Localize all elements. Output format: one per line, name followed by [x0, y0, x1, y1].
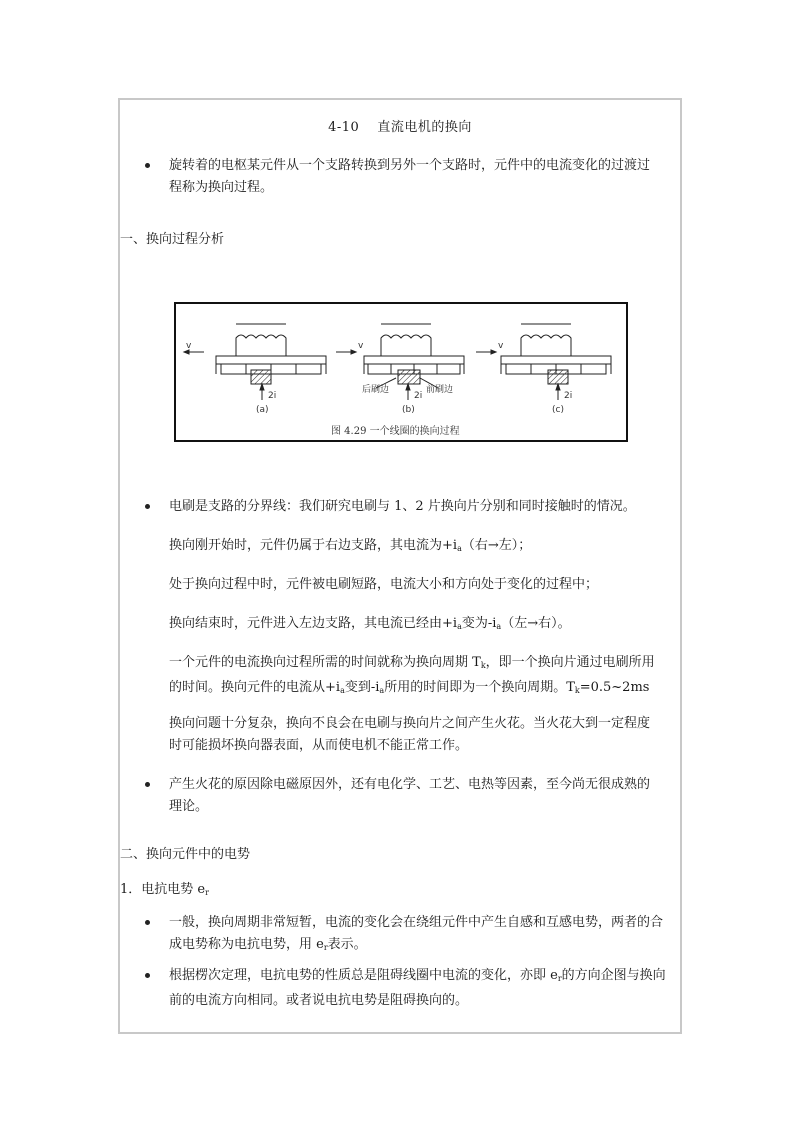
- reactance-paragraph-1: 一般，换向周期非常短暂，电流的变化会在绕组元件中产生自感和互感电势，两者的合 成电势称为电抗电势，用 $e_r$表示。: [169, 915, 664, 952]
- panel-a-drawing: [184, 324, 326, 400]
- commutation-period-text: 一个元件的电流换向过程所需的时间就称为换向周期 $T_k$，即一个换向片通过电刷所用 的时间。换向元件的电流从$+i_a$变到$-i_a$所用的时间即为一个换向周期。$T_k=0.5\sim 2ms$: [169, 655, 655, 695]
- rear-brush-edge-label: 后刷边: [362, 385, 390, 395]
- reactance-paragraph-2: 根据楞次定理，电抗电势的性质总是阻碍线圈中电流的变化，亦即 $e_r$的方向企图与换向 前的电流方向相同。或者说电抗电势是阻碍换向的。: [169, 968, 666, 1008]
- spark-text: 换向问题十分复杂，换向不良会在电刷与换向片之间产生火花。当火花大到一定程度 时可能损坏换向器表面，从而使电机不能正常工作。: [169, 716, 651, 753]
- commutation-start-text: 换向刚开始时，元件仍属于右边支路，其电流为$+i_a$（右→左）；: [169, 538, 532, 553]
- panel-c-current: 2i: [564, 391, 573, 401]
- panel-b-current: 2i: [414, 391, 423, 401]
- panel-c-drawing: [476, 324, 611, 400]
- section1-heading: 一、换向过程分析: [120, 232, 225, 247]
- bullet-brush: [145, 504, 150, 509]
- title-text: 直流电机的换向: [377, 120, 472, 135]
- commutation-diagram: [176, 304, 626, 440]
- panel-a-velocity: v: [186, 341, 192, 351]
- commutation-figure: [174, 302, 628, 442]
- section2-heading: 二、换向元件中的电势: [120, 847, 251, 862]
- front-brush-edge-label: 前刷边: [426, 385, 454, 395]
- bullet-reactance-1: [145, 920, 150, 925]
- bullet-intro: [145, 163, 150, 168]
- page-title: [0, 118, 800, 138]
- panel-b-velocity: v: [358, 341, 364, 351]
- panel-a-label: (a): [256, 405, 269, 415]
- panel-c-velocity: v: [498, 341, 504, 351]
- bullet-cause: [145, 782, 150, 787]
- title-number: 4-10: [328, 120, 360, 135]
- bullet-reactance-2: [145, 973, 150, 978]
- spark-cause-text: 产生火花的原因除电磁原因外，还有电化学、工艺、电热等因素，至今尚无很成熟的 理论。: [169, 777, 651, 814]
- commutation-middle-text: 处于换向过程中时，元件被电刷短路，电流大小和方向处于变化的过程中；: [169, 577, 599, 592]
- panel-b-label: (b): [402, 405, 415, 415]
- intro-paragraph: [169, 155, 650, 199]
- intro-line-1: 旋转着的电枢某元件从一个支路转换到另外一个支路时，元件中的电流变化的过渡过: [169, 158, 651, 173]
- panel-c-label: (c): [552, 405, 564, 415]
- brush-bullet-text: 电刷是支路的分界线：我们研究电刷与 1、2 片换向片分别和同时接触时的情况。: [169, 499, 636, 514]
- panel-a-current: 2i: [268, 391, 277, 401]
- intro-line-2: 程称为换向过程。: [169, 180, 274, 195]
- commutation-end-text: 换向结束时，元件进入左边支路，其电流已经由$+i_a$变为$-i_a$（左→右）。: [169, 616, 571, 631]
- subsection-reactance-heading: 1．电抗电势 $e_r$: [120, 882, 209, 897]
- figure-caption: 图 4.29 一个线圈的换向过程: [331, 426, 460, 437]
